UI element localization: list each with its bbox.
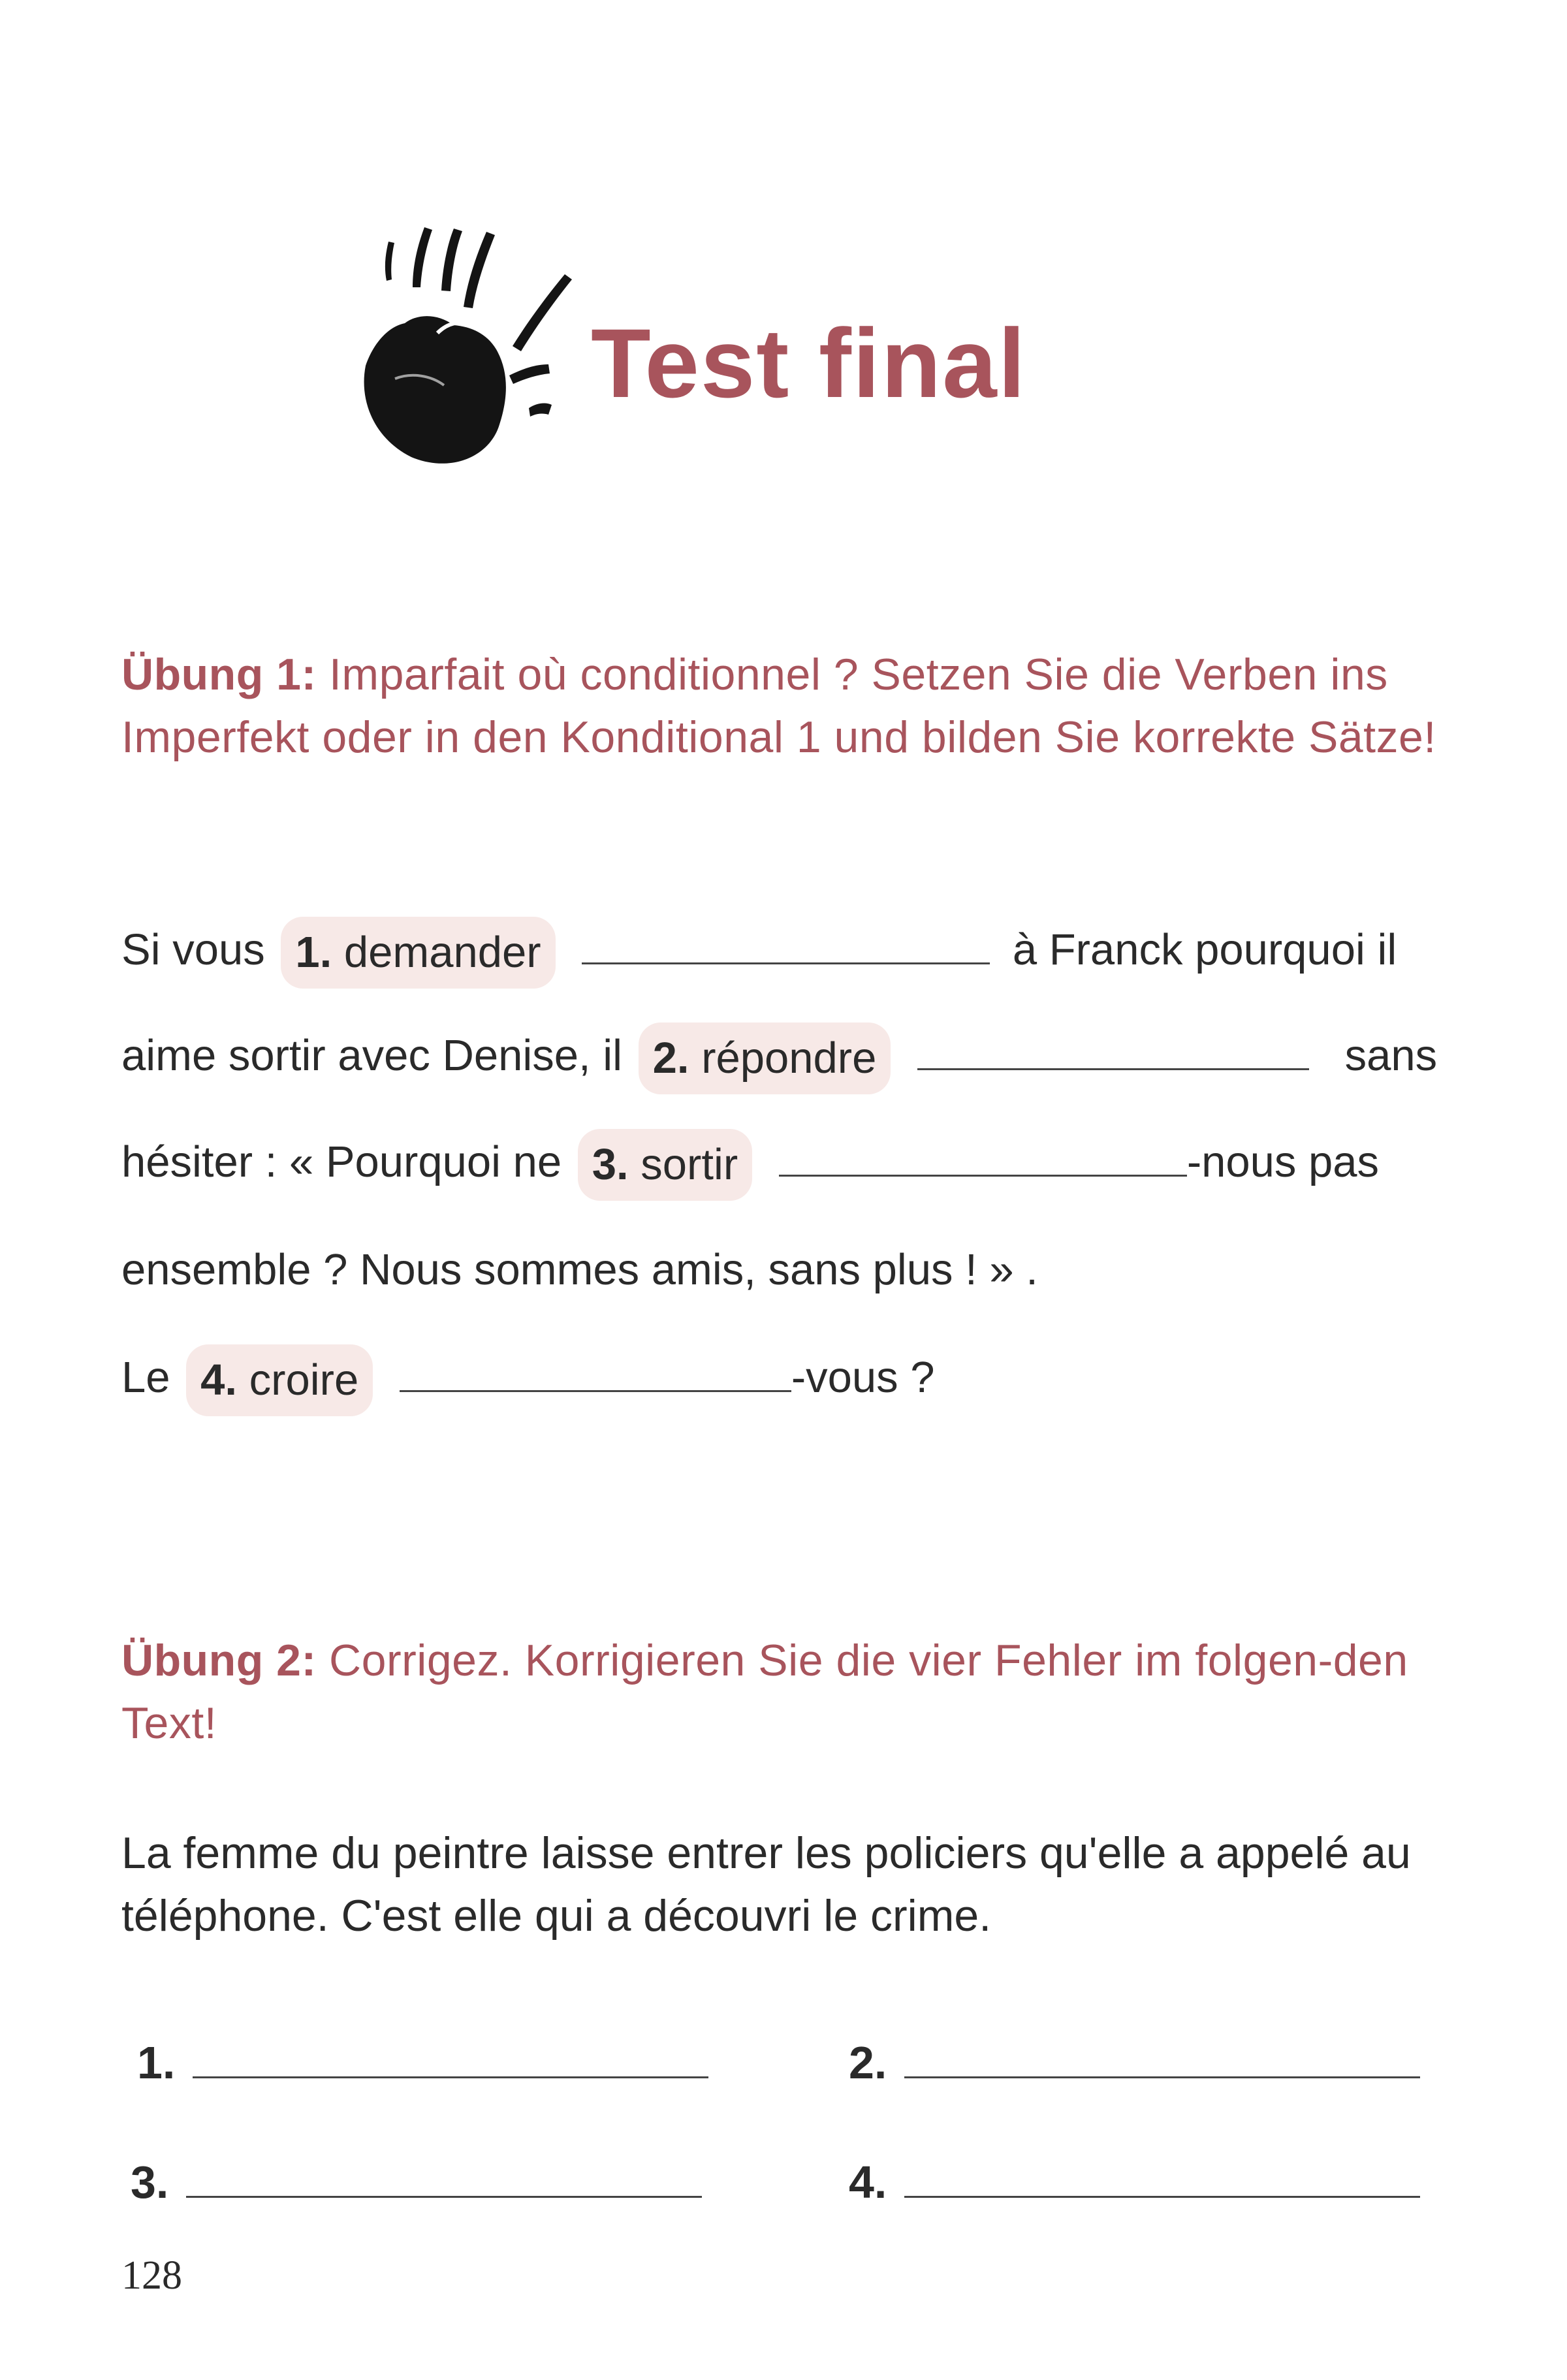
verb-pill-2 xyxy=(639,1023,891,1094)
answer-blank-3[interactable] xyxy=(779,1128,1187,1177)
answer-blank-1[interactable] xyxy=(582,915,990,964)
verb-label-2: répondre xyxy=(701,1034,877,1083)
exercise2-label: Übung 2: xyxy=(121,1636,317,1685)
correction-answer-4 xyxy=(849,2144,1420,2215)
correction-blank-4[interactable] xyxy=(904,2144,1420,2198)
correction-answer-3 xyxy=(131,2144,702,2215)
verb-label-1: demander xyxy=(343,928,541,977)
verb-label-4: croire xyxy=(249,1356,359,1405)
exercise2-text-passage: La femme du peintre laisse entrer les policiers qu'elle a appelé au téléphone. C'est elle qui a découvri le crime. xyxy=(121,1828,1411,1941)
page-title: Test final xyxy=(591,308,1027,418)
line1-text-post: à Franck pourquoi il xyxy=(1012,925,1397,974)
verb-label-3: sortir xyxy=(641,1140,738,1190)
line2-text-post: sans xyxy=(1344,1031,1438,1080)
correction-answer-1 xyxy=(137,2024,708,2096)
exercise1-label: Übung 1: xyxy=(121,650,317,699)
line3-text-post: -nous pas xyxy=(1186,1137,1380,1186)
exercise1-instruction xyxy=(121,643,1460,769)
line3-text-pre: hésiter : « Pourquoi ne xyxy=(121,1137,562,1186)
line2-text-pre: aime sortir avec Denise, il xyxy=(121,1031,623,1080)
exercise1-line-5 xyxy=(121,1339,935,1417)
verb-number-3: 3. xyxy=(592,1140,629,1190)
answer-number-3: 3. xyxy=(131,2157,169,2208)
line5-text-post: -vous ? xyxy=(791,1353,935,1402)
answer-number-4: 4. xyxy=(849,2157,887,2208)
answer-number-1: 1. xyxy=(137,2037,176,2088)
answer-blank-2[interactable] xyxy=(917,1021,1309,1070)
verb-pill-1 xyxy=(281,917,555,989)
exercise1-line-3 xyxy=(121,1123,1379,1201)
verb-number-2: 2. xyxy=(652,1034,689,1083)
exercise1-line-2 xyxy=(121,1017,1437,1095)
answer-number-2: 2. xyxy=(849,2037,887,2088)
exercise2-text: Corrigez. Korrigieren Sie die vier Fehler im folgen-den Text! xyxy=(121,1636,1408,1748)
correction-blank-2[interactable] xyxy=(904,2024,1420,2078)
exercise1-text: Imparfait où conditionnel ? Setzen Sie die Verben ins Imperfekt oder in den Konditional 1 und bilden Sie korrekte Sätze! xyxy=(121,650,1436,762)
verb-number-1: 1. xyxy=(295,928,332,977)
verb-pill-3 xyxy=(578,1129,752,1201)
verb-pill-4 xyxy=(186,1344,373,1416)
line1-text-pre: Si vous xyxy=(121,925,265,974)
correction-answer-2 xyxy=(849,2024,1420,2096)
correction-blank-3[interactable] xyxy=(186,2144,702,2198)
answer-blank-4[interactable] xyxy=(400,1343,791,1392)
exercise1-line-4: ensemble ? Nous sommes amis, sans plus ! » . xyxy=(121,1245,1038,1294)
verb-number-4: 4. xyxy=(200,1356,238,1405)
correction-blank-1[interactable] xyxy=(193,2024,708,2078)
exercise2-instruction xyxy=(121,1629,1460,1754)
line5-text-pre: Le xyxy=(121,1353,170,1402)
page-number: 128 xyxy=(121,2253,182,2298)
handprint-icon xyxy=(340,215,588,477)
exercise1-line-1 xyxy=(121,911,1397,989)
